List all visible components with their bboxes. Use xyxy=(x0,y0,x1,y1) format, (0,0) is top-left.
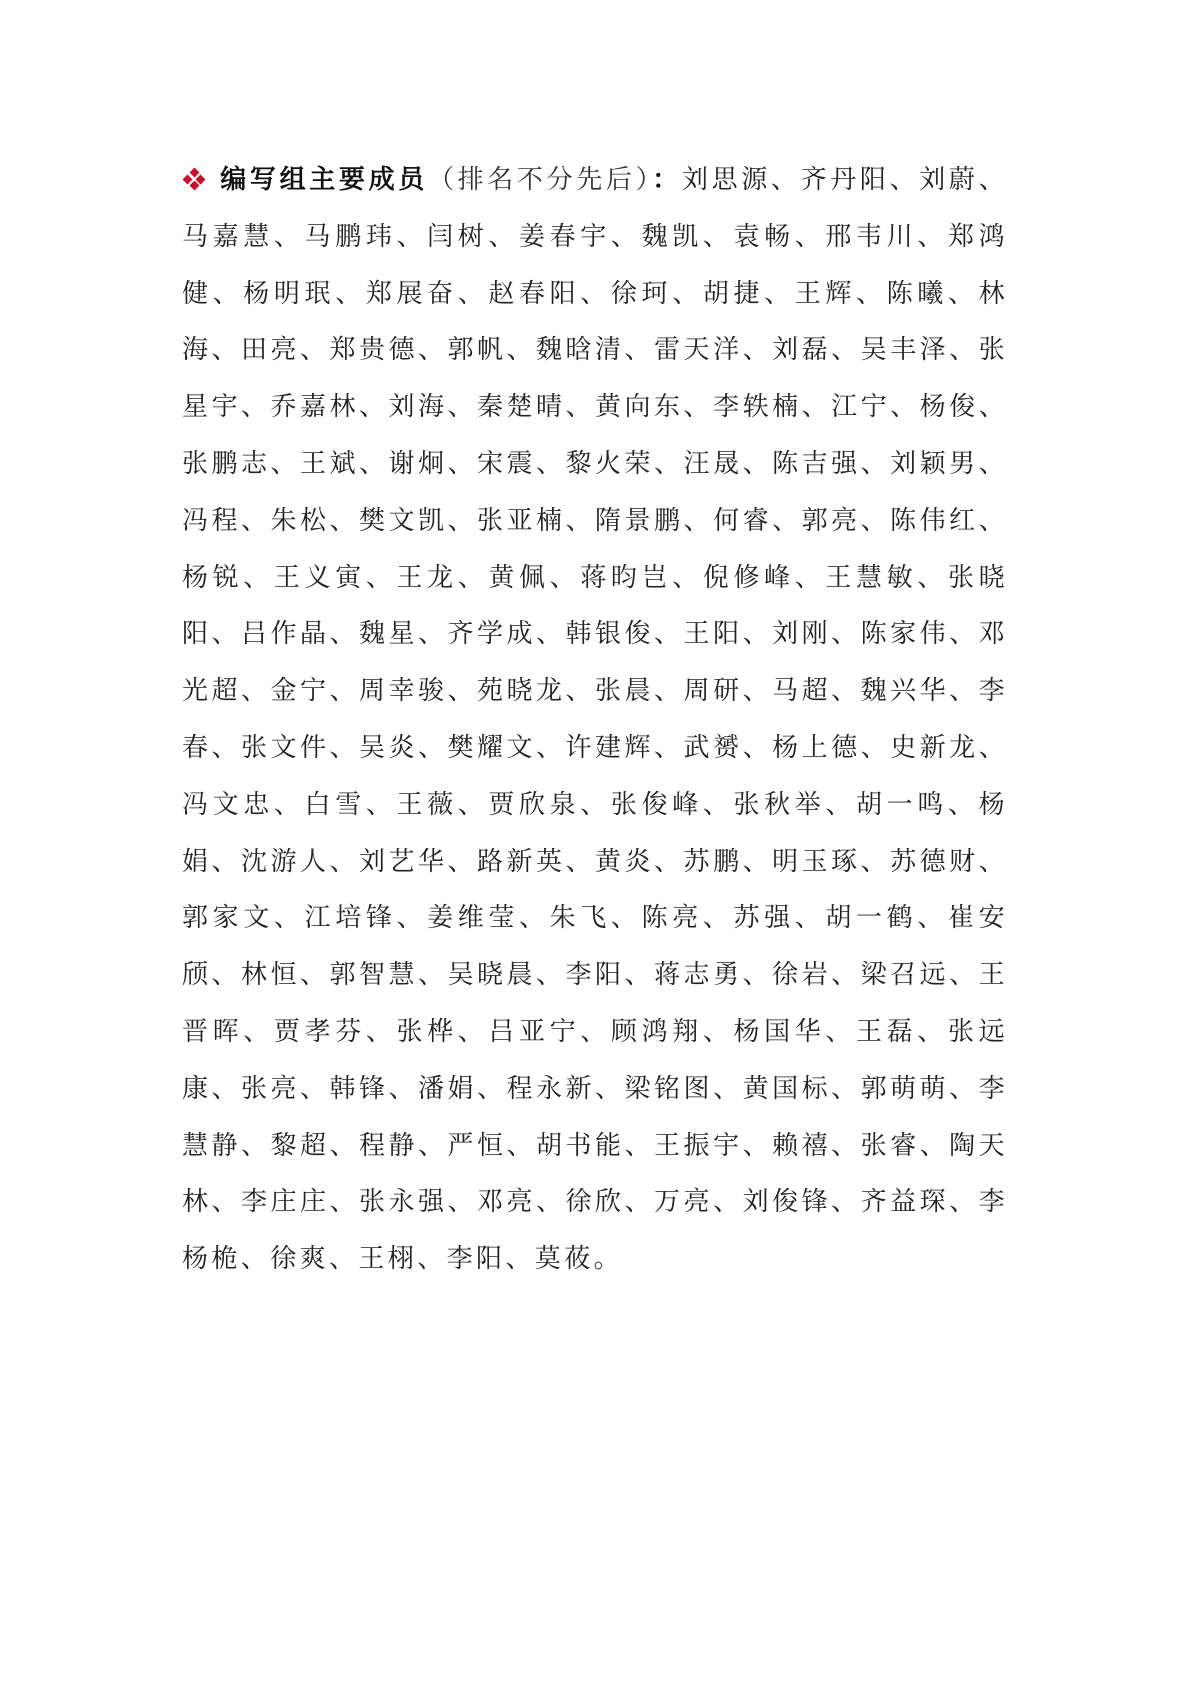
contributors-paragraph xyxy=(182,152,1008,1288)
section-label: 编写组主要成员 xyxy=(220,165,428,195)
label-colon: ： xyxy=(652,165,682,195)
ordering-note: （排名不分先后） xyxy=(427,165,653,195)
member-names: 刘思源、齐丹阳、刘蔚、马嘉慧、马鹏玮、闫树、姜春宇、魏凯、袁畅、邢韦川、郑鸿健、杨明珉、郑展奋、赵春阳、徐珂、胡捷、王辉、陈曦、林海、田亮、郑贵德、郭帆、魏晗清、雷天洋、刘磊、吴丰泽、张星宇、乔嘉林、刘海、秦楚晴、黄向东、李轶楠、江宁、杨俊、张鹏志、王斌、谢炯、宋震、黎火荣、汪晟、陈吉强、刘颖男、冯程、朱松、樊文凯、张亚楠、隋景鹏、何睿、郭亮、陈伟红、杨锐、王义寅、王龙、黄佩、蒋昀岂、倪修峰、王慧敏、张晓阳、吕作晶、魏星、齐学成、韩银俊、王阳、刘刚、陈家伟、邓光超、金宁、周幸骏、苑晓龙、张晨、周研、马超、魏兴华、李春、张文件、吴炎、樊耀文、许建辉、武赟、杨上德、史新龙、冯文忠、白雪、王薇、贾欣泉、张俊峰、张秋举、胡一鸣、杨娟、沈游人、刘艺华、路新英、黄炎、苏鹏、明玉琢、苏德财、郭家文、江培锋、姜维莹、朱飞、陈亮、苏强、胡一鹤、崔安颀、林恒、郭智慧、吴晓晨、李阳、蒋志勇、徐岩、梁召远、王晋晖、贾孝芬、张桦、吕亚宁、顾鸿翔、杨国华、王磊、张远康、张亮、韩锋、潘娟、程永新、梁铭图、黄国标、郭萌萌、李慧静、黎超、程静、严恒、胡书能、王振宇、赖禧、张睿、陶天林、李庄庄、张永强、邓亮、徐欣、万亮、刘俊锋、齐益琛、李杨桅、徐爽、王栩、李阳、莫莜。 xyxy=(182,165,1008,1275)
red-diamond-bullet-icon xyxy=(182,167,206,191)
